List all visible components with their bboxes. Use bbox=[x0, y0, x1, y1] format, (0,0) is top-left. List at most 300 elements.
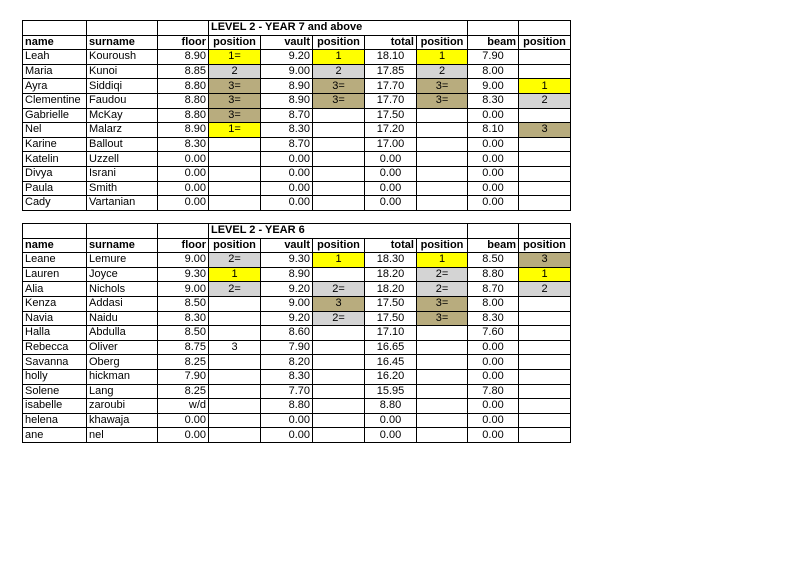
cell-surname: Nichols bbox=[87, 282, 158, 297]
cell-beam-position: 3 bbox=[519, 123, 571, 138]
column-header-vault-position: position bbox=[313, 35, 365, 50]
cell-surname: Lemure bbox=[87, 253, 158, 268]
cell-beam-position: 1 bbox=[519, 79, 571, 94]
cell-floor-position: 3 bbox=[209, 340, 261, 355]
cell-floor-position: 3= bbox=[209, 93, 261, 108]
cell-floor: 9.00 bbox=[158, 282, 209, 297]
cell-surname: Naidu bbox=[87, 311, 158, 326]
cell-vault-position bbox=[313, 196, 365, 211]
cell-total-position bbox=[417, 123, 468, 138]
cell-vault-position bbox=[313, 166, 365, 181]
empty-cell bbox=[158, 224, 209, 239]
cell-beam-position bbox=[519, 326, 571, 341]
table-body bbox=[23, 224, 571, 443]
cell-floor-position bbox=[209, 196, 261, 211]
cell-beam-position bbox=[519, 384, 571, 399]
cell-total-position bbox=[417, 181, 468, 196]
table-row bbox=[23, 311, 571, 326]
cell-vault: 8.70 bbox=[261, 108, 313, 123]
cell-vault: 7.70 bbox=[261, 384, 313, 399]
cell-surname: Smith bbox=[87, 181, 158, 196]
cell-vault: 0.00 bbox=[261, 166, 313, 181]
cell-vault-position bbox=[313, 137, 365, 152]
results-table-year7 bbox=[22, 20, 571, 211]
cell-beam-position bbox=[519, 428, 571, 443]
cell-total: 17.50 bbox=[365, 296, 417, 311]
cell-name: Karine bbox=[23, 137, 87, 152]
cell-total: 18.10 bbox=[365, 50, 417, 65]
cell-vault: 7.90 bbox=[261, 340, 313, 355]
cell-floor: 8.50 bbox=[158, 296, 209, 311]
cell-floor-position: 2= bbox=[209, 253, 261, 268]
column-header-vault-position: position bbox=[313, 238, 365, 253]
cell-beam-position bbox=[519, 413, 571, 428]
cell-vault-position: 3= bbox=[313, 93, 365, 108]
cell-vault: 9.00 bbox=[261, 64, 313, 79]
cell-surname: Oliver bbox=[87, 340, 158, 355]
cell-floor: 8.80 bbox=[158, 79, 209, 94]
cell-vault: 9.20 bbox=[261, 282, 313, 297]
cell-total: 17.50 bbox=[365, 311, 417, 326]
cell-beam-position bbox=[519, 108, 571, 123]
table-title-row bbox=[23, 21, 571, 36]
column-header-surname: surname bbox=[87, 238, 158, 253]
cell-name: Nel bbox=[23, 123, 87, 138]
table-row bbox=[23, 384, 571, 399]
cell-floor: 8.80 bbox=[158, 108, 209, 123]
column-header-name: name bbox=[23, 238, 87, 253]
cell-floor-position bbox=[209, 296, 261, 311]
cell-vault: 0.00 bbox=[261, 152, 313, 167]
cell-beam: 9.00 bbox=[468, 79, 519, 94]
cell-floor: 8.90 bbox=[158, 50, 209, 65]
cell-beam-position: 3 bbox=[519, 253, 571, 268]
cell-vault-position bbox=[313, 181, 365, 196]
table-row bbox=[23, 340, 571, 355]
cell-vault-position bbox=[313, 267, 365, 282]
cell-surname: Addasi bbox=[87, 296, 158, 311]
cell-total: 0.00 bbox=[365, 181, 417, 196]
cell-vault-position bbox=[313, 340, 365, 355]
cell-surname: Israni bbox=[87, 166, 158, 181]
table-row bbox=[23, 152, 571, 167]
column-header-floor: floor bbox=[158, 238, 209, 253]
table-row bbox=[23, 399, 571, 414]
cell-beam: 8.00 bbox=[468, 64, 519, 79]
cell-vault: 8.70 bbox=[261, 137, 313, 152]
cell-vault-position bbox=[313, 399, 365, 414]
cell-total: 17.50 bbox=[365, 108, 417, 123]
cell-name: Ayra bbox=[23, 79, 87, 94]
cell-vault-position bbox=[313, 413, 365, 428]
cell-floor-position bbox=[209, 311, 261, 326]
cell-name: Leah bbox=[23, 50, 87, 65]
cell-surname: Malarz bbox=[87, 123, 158, 138]
cell-vault-position: 3= bbox=[313, 79, 365, 94]
empty-cell bbox=[158, 21, 209, 36]
column-header-beam: beam bbox=[468, 238, 519, 253]
column-header-total: total bbox=[365, 35, 417, 50]
cell-name: Maria bbox=[23, 64, 87, 79]
cell-vault-position: 1 bbox=[313, 253, 365, 268]
cell-floor: 8.85 bbox=[158, 64, 209, 79]
cell-floor: w/d bbox=[158, 399, 209, 414]
cell-total: 18.30 bbox=[365, 253, 417, 268]
cell-vault-position bbox=[313, 428, 365, 443]
cell-vault-position bbox=[313, 384, 365, 399]
cell-name: Lauren bbox=[23, 267, 87, 282]
cell-name: Kenza bbox=[23, 296, 87, 311]
cell-vault: 9.00 bbox=[261, 296, 313, 311]
cell-floor-position bbox=[209, 166, 261, 181]
cell-floor: 9.00 bbox=[158, 253, 209, 268]
cell-vault: 9.20 bbox=[261, 311, 313, 326]
cell-total: 17.70 bbox=[365, 79, 417, 94]
cell-surname: Lang bbox=[87, 384, 158, 399]
cell-vault: 8.80 bbox=[261, 399, 313, 414]
cell-total-position: 2= bbox=[417, 282, 468, 297]
cell-floor-position: 1 bbox=[209, 267, 261, 282]
cell-total: 15.95 bbox=[365, 384, 417, 399]
cell-beam-position bbox=[519, 137, 571, 152]
cell-floor: 8.30 bbox=[158, 137, 209, 152]
empty-cell bbox=[468, 224, 519, 239]
cell-beam: 8.00 bbox=[468, 296, 519, 311]
cell-name: Navia bbox=[23, 311, 87, 326]
cell-beam-position bbox=[519, 166, 571, 181]
column-header-floor: floor bbox=[158, 35, 209, 50]
cell-name: holly bbox=[23, 369, 87, 384]
cell-name: ane bbox=[23, 428, 87, 443]
cell-name: Leane bbox=[23, 253, 87, 268]
cell-vault: 0.00 bbox=[261, 181, 313, 196]
cell-beam: 7.60 bbox=[468, 326, 519, 341]
table-body bbox=[23, 21, 571, 211]
table-row bbox=[23, 296, 571, 311]
cell-vault: 0.00 bbox=[261, 196, 313, 211]
cell-floor-position bbox=[209, 384, 261, 399]
cell-beam: 0.00 bbox=[468, 428, 519, 443]
cell-beam: 0.00 bbox=[468, 340, 519, 355]
cell-name: Solene bbox=[23, 384, 87, 399]
column-header-beam-position: position bbox=[519, 238, 571, 253]
cell-surname: hickman bbox=[87, 369, 158, 384]
cell-beam-position bbox=[519, 340, 571, 355]
cell-vault: 8.90 bbox=[261, 267, 313, 282]
cell-total-position: 3= bbox=[417, 79, 468, 94]
cell-name: Katelin bbox=[23, 152, 87, 167]
cell-surname: Kouroush bbox=[87, 50, 158, 65]
cell-total-position bbox=[417, 196, 468, 211]
cell-name: Divya bbox=[23, 166, 87, 181]
cell-vault-position: 1 bbox=[313, 50, 365, 65]
cell-floor: 8.75 bbox=[158, 340, 209, 355]
cell-total-position bbox=[417, 340, 468, 355]
cell-beam-position bbox=[519, 369, 571, 384]
cell-name: Rebecca bbox=[23, 340, 87, 355]
cell-name: Cady bbox=[23, 196, 87, 211]
cell-beam: 0.00 bbox=[468, 369, 519, 384]
cell-beam-position bbox=[519, 311, 571, 326]
cell-beam: 8.10 bbox=[468, 123, 519, 138]
table-row bbox=[23, 123, 571, 138]
cell-floor: 8.25 bbox=[158, 355, 209, 370]
cell-floor: 0.00 bbox=[158, 428, 209, 443]
cell-total-position: 2= bbox=[417, 267, 468, 282]
cell-name: Paula bbox=[23, 181, 87, 196]
table-row bbox=[23, 166, 571, 181]
cell-vault: 8.90 bbox=[261, 93, 313, 108]
cell-floor-position bbox=[209, 137, 261, 152]
table-row bbox=[23, 79, 571, 94]
empty-cell bbox=[23, 224, 87, 239]
cell-beam: 0.00 bbox=[468, 137, 519, 152]
cell-surname: Ballout bbox=[87, 137, 158, 152]
table-row bbox=[23, 108, 571, 123]
cell-surname: khawaja bbox=[87, 413, 158, 428]
cell-beam-position bbox=[519, 355, 571, 370]
cell-beam: 7.90 bbox=[468, 50, 519, 65]
column-header-total: total bbox=[365, 238, 417, 253]
cell-beam-position bbox=[519, 296, 571, 311]
cell-surname: Vartanian bbox=[87, 196, 158, 211]
table-row bbox=[23, 137, 571, 152]
column-header-name: name bbox=[23, 35, 87, 50]
cell-floor-position bbox=[209, 369, 261, 384]
cell-beam-position bbox=[519, 50, 571, 65]
cell-floor-position: 2= bbox=[209, 282, 261, 297]
cell-floor-position bbox=[209, 152, 261, 167]
cell-beam: 8.30 bbox=[468, 311, 519, 326]
cell-floor: 8.25 bbox=[158, 384, 209, 399]
cell-total-position: 1 bbox=[417, 253, 468, 268]
table-row bbox=[23, 50, 571, 65]
cell-vault: 0.00 bbox=[261, 428, 313, 443]
table-title: LEVEL 2 - YEAR 6 bbox=[209, 224, 468, 239]
cell-surname: Joyce bbox=[87, 267, 158, 282]
cell-total: 17.85 bbox=[365, 64, 417, 79]
cell-beam: 0.00 bbox=[468, 108, 519, 123]
cell-vault-position bbox=[313, 369, 365, 384]
cell-total: 0.00 bbox=[365, 196, 417, 211]
cell-beam: 8.30 bbox=[468, 93, 519, 108]
cell-name: Clementine bbox=[23, 93, 87, 108]
table-row bbox=[23, 369, 571, 384]
column-header-beam-position: position bbox=[519, 35, 571, 50]
empty-cell bbox=[468, 21, 519, 36]
cell-total-position bbox=[417, 355, 468, 370]
column-header-vault: vault bbox=[261, 238, 313, 253]
cell-beam-position: 1 bbox=[519, 267, 571, 282]
table-row bbox=[23, 181, 571, 196]
cell-beam-position bbox=[519, 64, 571, 79]
table-row bbox=[23, 428, 571, 443]
table-title-row bbox=[23, 224, 571, 239]
column-header-vault: vault bbox=[261, 35, 313, 50]
cell-name: Savanna bbox=[23, 355, 87, 370]
cell-name: isabelle bbox=[23, 399, 87, 414]
cell-total: 0.00 bbox=[365, 428, 417, 443]
table-row bbox=[23, 326, 571, 341]
cell-vault-position bbox=[313, 152, 365, 167]
cell-vault: 8.30 bbox=[261, 123, 313, 138]
cell-beam: 7.80 bbox=[468, 384, 519, 399]
empty-cell bbox=[519, 224, 571, 239]
cell-vault-position bbox=[313, 355, 365, 370]
table-row bbox=[23, 413, 571, 428]
table-row bbox=[23, 93, 571, 108]
header-row bbox=[23, 238, 571, 253]
cell-total-position bbox=[417, 369, 468, 384]
table-title: LEVEL 2 - YEAR 7 and above bbox=[209, 21, 468, 36]
empty-cell bbox=[23, 21, 87, 36]
cell-vault-position bbox=[313, 326, 365, 341]
cell-vault-position bbox=[313, 123, 365, 138]
cell-vault: 0.00 bbox=[261, 413, 313, 428]
cell-vault: 8.20 bbox=[261, 355, 313, 370]
empty-cell bbox=[87, 224, 158, 239]
cell-floor-position bbox=[209, 428, 261, 443]
cell-beam: 0.00 bbox=[468, 181, 519, 196]
cell-vault-position: 2 bbox=[313, 64, 365, 79]
cell-vault: 8.30 bbox=[261, 369, 313, 384]
cell-beam: 0.00 bbox=[468, 166, 519, 181]
cell-floor: 0.00 bbox=[158, 152, 209, 167]
cell-floor: 7.90 bbox=[158, 369, 209, 384]
cell-total: 17.10 bbox=[365, 326, 417, 341]
results-table-year6 bbox=[22, 223, 571, 443]
column-header-surname: surname bbox=[87, 35, 158, 50]
cell-name: Gabrielle bbox=[23, 108, 87, 123]
cell-floor: 8.90 bbox=[158, 123, 209, 138]
cell-total-position: 3= bbox=[417, 296, 468, 311]
cell-total: 0.00 bbox=[365, 413, 417, 428]
column-header-beam: beam bbox=[468, 35, 519, 50]
cell-floor-position bbox=[209, 326, 261, 341]
cell-beam: 0.00 bbox=[468, 355, 519, 370]
cell-floor-position: 1= bbox=[209, 50, 261, 65]
cell-total-position bbox=[417, 428, 468, 443]
cell-beam-position bbox=[519, 196, 571, 211]
table-row bbox=[23, 196, 571, 211]
column-header-floor-position: position bbox=[209, 238, 261, 253]
cell-total-position bbox=[417, 108, 468, 123]
cell-total: 17.20 bbox=[365, 123, 417, 138]
cell-beam: 8.80 bbox=[468, 267, 519, 282]
empty-cell bbox=[87, 21, 158, 36]
cell-vault: 8.60 bbox=[261, 326, 313, 341]
cell-surname: Kunoi bbox=[87, 64, 158, 79]
cell-total-position bbox=[417, 413, 468, 428]
column-header-floor-position: position bbox=[209, 35, 261, 50]
cell-vault-position: 2= bbox=[313, 282, 365, 297]
cell-total: 0.00 bbox=[365, 166, 417, 181]
cell-total: 16.65 bbox=[365, 340, 417, 355]
empty-cell bbox=[519, 21, 571, 36]
cell-floor-position bbox=[209, 413, 261, 428]
table-row bbox=[23, 282, 571, 297]
cell-total: 17.00 bbox=[365, 137, 417, 152]
cell-total-position: 3= bbox=[417, 311, 468, 326]
cell-name: Halla bbox=[23, 326, 87, 341]
cell-beam: 0.00 bbox=[468, 413, 519, 428]
cell-total: 17.70 bbox=[365, 93, 417, 108]
cell-surname: Siddiqi bbox=[87, 79, 158, 94]
cell-floor: 0.00 bbox=[158, 196, 209, 211]
cell-beam-position bbox=[519, 152, 571, 167]
column-header-total-position: position bbox=[417, 35, 468, 50]
cell-floor-position bbox=[209, 399, 261, 414]
cell-floor-position bbox=[209, 181, 261, 196]
cell-surname: zaroubi bbox=[87, 399, 158, 414]
cell-total-position: 3= bbox=[417, 93, 468, 108]
cell-beam-position bbox=[519, 181, 571, 196]
cell-floor-position: 3= bbox=[209, 108, 261, 123]
cell-total: 8.80 bbox=[365, 399, 417, 414]
column-header-total-position: position bbox=[417, 238, 468, 253]
cell-total: 16.45 bbox=[365, 355, 417, 370]
cell-beam-position: 2 bbox=[519, 93, 571, 108]
cell-surname: nel bbox=[87, 428, 158, 443]
cell-vault-position: 2= bbox=[313, 311, 365, 326]
cell-beam: 0.00 bbox=[468, 399, 519, 414]
cell-beam-position bbox=[519, 399, 571, 414]
cell-total-position bbox=[417, 326, 468, 341]
cell-floor: 8.50 bbox=[158, 326, 209, 341]
cell-surname: Oberg bbox=[87, 355, 158, 370]
cell-beam: 8.70 bbox=[468, 282, 519, 297]
cell-beam: 0.00 bbox=[468, 152, 519, 167]
table-row bbox=[23, 267, 571, 282]
cell-beam: 8.50 bbox=[468, 253, 519, 268]
cell-floor: 8.80 bbox=[158, 93, 209, 108]
cell-total-position bbox=[417, 384, 468, 399]
cell-floor: 0.00 bbox=[158, 413, 209, 428]
cell-beam: 0.00 bbox=[468, 196, 519, 211]
cell-total-position bbox=[417, 166, 468, 181]
cell-total-position bbox=[417, 152, 468, 167]
table-row bbox=[23, 355, 571, 370]
cell-floor-position: 3= bbox=[209, 79, 261, 94]
cell-name: helena bbox=[23, 413, 87, 428]
table-row bbox=[23, 64, 571, 79]
cell-total-position: 1 bbox=[417, 50, 468, 65]
cell-surname: Uzzell bbox=[87, 152, 158, 167]
cell-total-position bbox=[417, 137, 468, 152]
cell-total: 0.00 bbox=[365, 152, 417, 167]
cell-surname: Faudou bbox=[87, 93, 158, 108]
cell-floor: 8.30 bbox=[158, 311, 209, 326]
cell-floor-position: 1= bbox=[209, 123, 261, 138]
cell-vault-position: 3 bbox=[313, 296, 365, 311]
cell-surname: Abdulla bbox=[87, 326, 158, 341]
table-row bbox=[23, 253, 571, 268]
cell-vault: 9.20 bbox=[261, 50, 313, 65]
cell-floor: 0.00 bbox=[158, 166, 209, 181]
header-row bbox=[23, 35, 571, 50]
cell-beam-position: 2 bbox=[519, 282, 571, 297]
cell-floor-position bbox=[209, 355, 261, 370]
cell-total: 18.20 bbox=[365, 267, 417, 282]
cell-surname: McKay bbox=[87, 108, 158, 123]
cell-total-position bbox=[417, 399, 468, 414]
cell-floor-position: 2 bbox=[209, 64, 261, 79]
cell-floor: 0.00 bbox=[158, 181, 209, 196]
cell-name: Alia bbox=[23, 282, 87, 297]
cell-vault-position bbox=[313, 108, 365, 123]
cell-floor: 9.30 bbox=[158, 267, 209, 282]
cell-total-position: 2 bbox=[417, 64, 468, 79]
